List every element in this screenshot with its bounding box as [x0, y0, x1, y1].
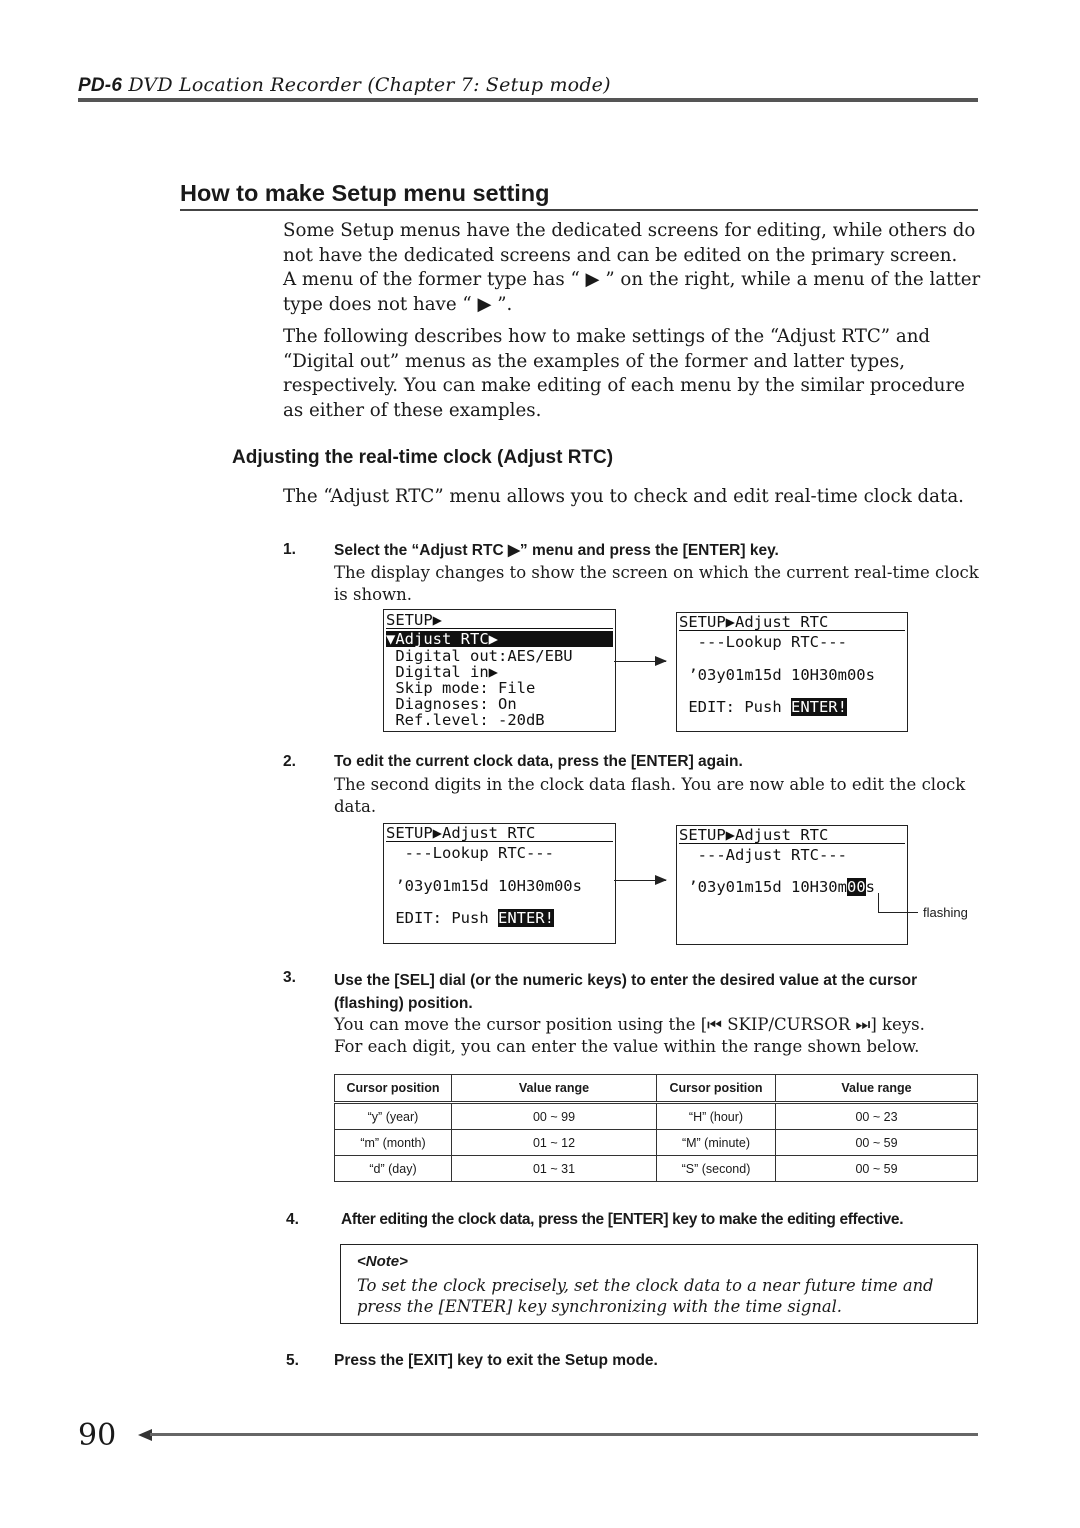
table-header: Cursor position	[335, 1075, 452, 1103]
lcd-clock-tail: s	[865, 878, 875, 896]
table-cell: “H” (hour)	[657, 1103, 776, 1130]
step-4-number: 4.	[286, 1211, 299, 1228]
table-cell: 00 ~ 23	[776, 1103, 978, 1130]
header-title: DVD Location Recorder (Chapter 7: Setup mode)	[122, 74, 611, 96]
header-model: PD-6	[78, 75, 123, 96]
section-rule	[180, 209, 978, 211]
note-text: To set the clock precisely, set the clock data to a near future time and press the [ENTER] key synchronizing with the time signal.	[357, 1276, 934, 1316]
table-header: Cursor position	[657, 1075, 776, 1103]
lcd-enter-badge: ENTER!	[790, 698, 847, 716]
step-4-title: After editing the clock data, press the [ENTER] key to make the editing effective.	[341, 1211, 904, 1228]
intro-paragraph-1	[283, 219, 981, 317]
step-3-title: Use the [SEL] dial (or the numeric keys) to enter the desired value at the cursor (flashing) position.	[334, 972, 918, 1012]
lcd-rtc-lookup-2	[383, 823, 616, 944]
running-header	[78, 74, 611, 97]
section-title: How to make Setup menu setting	[180, 180, 550, 206]
intro-paragraph-2: The following describes how to make settings of the “Adjust RTC” and “Digital out” menus as the examples of the former and latter types, respectively. You can make editing of each menu by the similar procedure as either of these examples.	[283, 326, 965, 421]
step-2-number: 2.	[283, 753, 296, 770]
subsection-title: Adjusting the real-time clock (Adjust RTC)	[232, 447, 614, 468]
note-box	[340, 1244, 978, 1324]
table-cell: “m” (month)	[335, 1130, 452, 1156]
table-cell: 00 ~ 99	[452, 1103, 657, 1130]
subsection-intro: The “Adjust RTC” menu allows you to check and edit real-time clock data.	[283, 486, 964, 507]
lcd-edit-line	[679, 699, 847, 715]
lcd-clock: ’03y01m15d 10H30m00s	[679, 666, 875, 684]
table-cell: 01 ~ 12	[452, 1130, 657, 1156]
value-range-table	[334, 1074, 978, 1182]
lcd-title: SETUP▶	[386, 612, 613, 629]
lcd-cursor-digits: 00	[846, 878, 866, 896]
step-3-desc-1: You can move the cursor position using the [⏮ SKIP/CURSOR ⏭] keys.	[334, 1015, 925, 1034]
footer-rule	[150, 1433, 978, 1436]
step-3-desc	[334, 1014, 984, 1057]
table-cell: “S” (second)	[657, 1156, 776, 1182]
arrow-head	[655, 656, 667, 666]
lcd-title: SETUP▶Adjust RTC	[679, 827, 905, 844]
lcd-rtc-adjust	[676, 825, 908, 945]
table-row	[335, 1156, 978, 1182]
table-cell: “M” (minute)	[657, 1130, 776, 1156]
lcd-clock: ’03y01m15d 10H30m00s	[386, 877, 582, 895]
lcd-menu-line: Ref.level: -20dB	[386, 711, 545, 729]
step-3-number: 3.	[283, 969, 296, 986]
lcd-menu-line: Diagnoses: On	[386, 695, 517, 713]
header-rule	[78, 98, 978, 102]
lcd-enter-badge: ENTER!	[497, 909, 554, 927]
table-header: Value range	[452, 1075, 657, 1103]
table-header-row	[335, 1075, 978, 1103]
step-1-desc: The display changes to show the screen on which the current real-time clock is shown.	[334, 563, 979, 604]
lcd-edit-text: EDIT: Push	[386, 909, 498, 927]
table-cell: 00 ~ 59	[776, 1130, 978, 1156]
lcd-setup-menu	[383, 609, 616, 732]
callout-line-vertical	[878, 893, 879, 913]
intro-text-1b: A menu of the former type has “ ▶ ” on the right, while a menu of the latter type does not have “ ▶ ”.	[283, 269, 981, 315]
lcd-menu-line: Digital in▶	[386, 663, 498, 681]
lcd-menu-line: Skip mode: File	[386, 679, 536, 697]
arrow-head	[655, 875, 667, 885]
lcd-subtitle: ---Adjust RTC---	[679, 846, 847, 864]
flashing-label: flashing	[923, 905, 968, 920]
lcd-title: SETUP▶Adjust RTC	[386, 825, 613, 842]
callout-line-horizontal	[878, 912, 918, 913]
step-1-number: 1.	[283, 541, 296, 558]
lcd-title: SETUP▶Adjust RTC	[679, 614, 905, 631]
intro-text-1a: Some Setup menus have the dedicated screens for editing, while others do not have the dedicated screens and can be edited on the primary screen.	[283, 220, 976, 266]
lcd-edit-line	[386, 910, 554, 926]
lcd-subtitle: ---Lookup RTC---	[386, 844, 554, 862]
lcd-clock-head: ’03y01m15d 10H30m	[679, 878, 847, 896]
lcd-subtitle: ---Lookup RTC---	[679, 633, 847, 651]
step-5-number: 5.	[286, 1352, 299, 1369]
page-number: 90	[78, 1418, 117, 1453]
note-title: <Note>	[357, 1253, 408, 1270]
step-5-title: Press the [EXIT] key to exit the Setup mode.	[334, 1352, 658, 1369]
step-1-title: Select the “Adjust RTC ▶” menu and press the [ENTER] key.	[334, 542, 779, 559]
step-3-desc-2: For each digit, you can enter the value within the range shown below.	[334, 1036, 920, 1056]
lcd-menu-line: Digital out:AES/EBU	[386, 647, 573, 665]
lcd-rtc-lookup	[676, 612, 908, 732]
table-cell: 00 ~ 59	[776, 1156, 978, 1182]
lcd-clock	[679, 879, 875, 895]
table-cell: “d” (day)	[335, 1156, 452, 1182]
table-header: Value range	[776, 1075, 978, 1103]
table-row	[335, 1130, 978, 1156]
lcd-selected-item: ▼Adjust RTC▶	[386, 631, 613, 647]
step-2-title: To edit the current clock data, press the [ENTER] again.	[334, 753, 743, 770]
table-cell: “y” (year)	[335, 1103, 452, 1130]
table-row	[335, 1103, 978, 1130]
table-cell: 01 ~ 31	[452, 1156, 657, 1182]
step-2-desc: The second digits in the clock data flash. You are now able to edit the clock data.	[334, 775, 966, 816]
lcd-edit-text: EDIT: Push	[679, 698, 791, 716]
